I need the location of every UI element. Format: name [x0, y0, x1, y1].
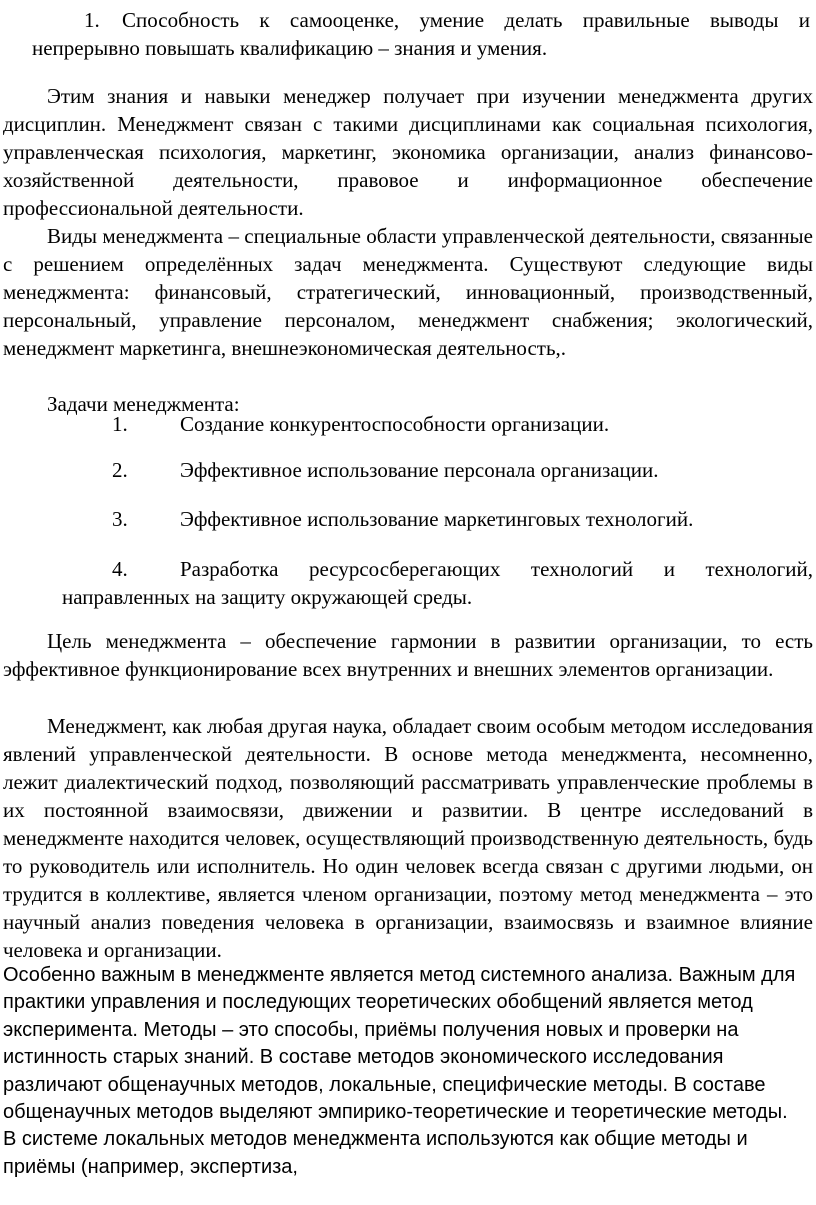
intro-item-text: Способность к самооценке, умение делать правильные выводы и непрерывно повышать квалификацию – знания и умения.: [32, 8, 810, 60]
paragraph-disciplines: Этим знания и навыки менеджер получает при изучении менеджмента других дисциплин. Менеджмент связан с такими дисциплинами как социальная психология, управленческая психология, маркетинг, экономика организации, анализ финансово-хозяйственной деятельности, правовое и информационное обеспечение профессиональной деятельности.: [3, 84, 813, 220]
task-item-4: [0, 555, 816, 611]
paragraph-management-goal: Цель менеджмента – обеспечение гармонии в развитии организации, то есть эффективное функционирование всех внутренних и внешних элементов организации.: [3, 629, 813, 681]
paragraph-management-method: Менеджмент, как любая другая наука, обладает своим особым методом исследования явлений управленческой деятельности. В основе метода менеджмента, несомненно, лежит диалектический подход, позволяющий рассматривать управленческие проблемы в их постоянной взаимосвязи, движении и развитии. В центре исследований в менеджменте находится человек, осуществляющий производственную деятельность, будь то руководитель или исполнитель. Но один человек всегда связан с другими людьми, он трудится в коллективе, является членом организации, поэтому метод менеджмента – это научный анализ поведения человека в организации, взаимосвязь и взаимное влияние человека и организации.: [3, 714, 813, 962]
paragraph-system-analysis: Особенно важным в менеджменте является метод системного анализа. Важным для практики управления и последующих теоретических обобщений является метод эксперимента. Методы – это способы, приёмы получения новых и проверки на истинность старых знаний. В составе методов экономического исследования различают общенаучных методов, локальные, специфические методы. В составе общенаучных методов выделяют эмпирико-теоретические и теоретические методы. В системе локальных методов менеджмента используются как общие методы и приёмы (например, экспертиза,: [3, 964, 796, 1178]
task-item-3: [0, 505, 813, 533]
task-text-4: Разработка ресурсосберегающих технологий и технологий, направленных на защиту окружающей среды.: [62, 557, 813, 609]
task-number-1: 1.: [112, 412, 128, 436]
paragraph-management-types: Виды менеджмента – специальные области управленческой деятельности, связанные с решением определённых задач менеджмента. Существуют следующие виды менеджмента: финансовый, стратегический, инновационный, производственный, персональный, управление персоналом, менеджмент снабжения; экологический, менеджмент маркетинга, внешнеэкономическая деятельность,.: [3, 224, 813, 360]
task-text-3: Эффективное использование маркетинговых технологий.: [180, 507, 694, 531]
task-text-2: Эффективное использование персонала организации.: [180, 458, 659, 482]
task-number-4: 4.: [112, 557, 128, 581]
intro-item-number: 1.: [84, 8, 100, 32]
intro-list-item: [32, 6, 813, 62]
task-item-2: [0, 456, 813, 484]
task-number-3: 3.: [112, 507, 128, 531]
task-number-2: 2.: [112, 458, 128, 482]
task-item-1: [0, 410, 813, 438]
tasks-heading: Задачи менеджмента:: [47, 392, 240, 416]
task-text-1: Создание конкурентоспособности организации.: [180, 412, 610, 436]
